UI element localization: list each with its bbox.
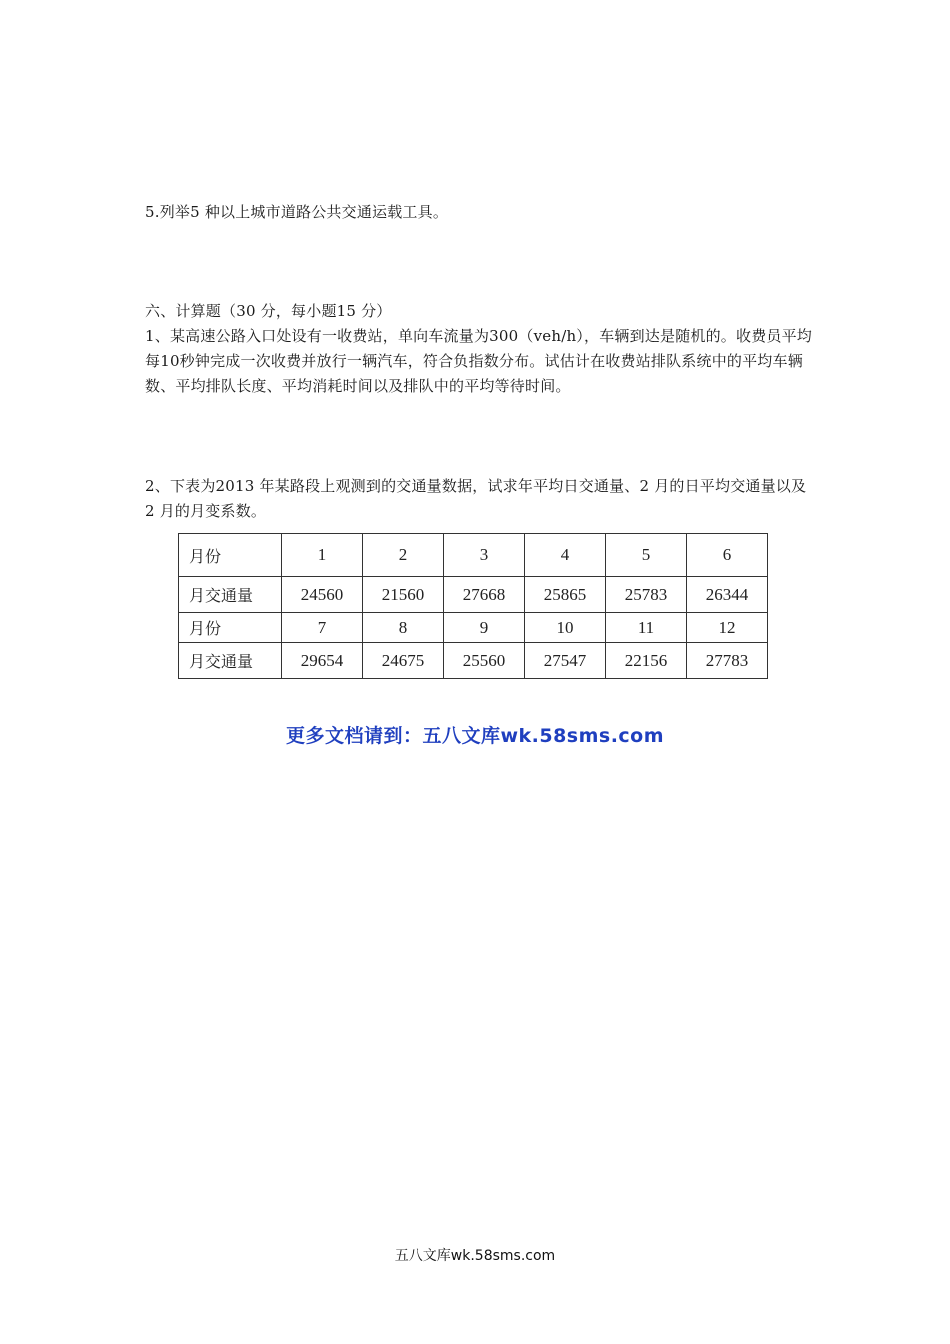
month-cell: 2	[363, 534, 444, 577]
volume-cell: 27668	[444, 577, 525, 613]
month-cell: 11	[606, 613, 687, 643]
month-cell: 3	[444, 534, 525, 577]
month-cell: 10	[525, 613, 606, 643]
month-header-cell: 月份	[179, 613, 282, 643]
table-row	[179, 613, 768, 643]
month-cell: 8	[363, 613, 444, 643]
month-cell: 1	[282, 534, 363, 577]
table-row	[179, 643, 768, 679]
month-cell: 4	[525, 534, 606, 577]
page-footer: 五八文库wk.58sms.com	[394, 1248, 556, 1264]
volume-cell: 25783	[606, 577, 687, 613]
volume-header-cell: 月交通量	[179, 577, 282, 613]
volume-cell: 22156	[606, 643, 687, 679]
month-cell: 6	[687, 534, 768, 577]
question-5: 5.列举5 种以上城市道路公共交通运载工具。	[145, 203, 449, 221]
month-cell: 9	[444, 613, 525, 643]
volume-cell: 26344	[687, 577, 768, 613]
calc-question-2: 2、下表为2013 年某路段上观测到的交通量数据，试求年平均日交通量、2 月的日平均交通量以及2 月的月变系数。	[145, 477, 807, 520]
month-cell: 5	[606, 534, 687, 577]
volume-cell: 27547	[525, 643, 606, 679]
volume-header-cell: 月交通量	[179, 643, 282, 679]
section-6-heading: 六、计算题（30 分，每小题15 分）	[145, 302, 392, 320]
volume-cell: 27783	[687, 643, 768, 679]
month-cell: 7	[282, 613, 363, 643]
volume-cell: 24560	[282, 577, 363, 613]
table-row	[179, 577, 768, 613]
volume-cell: 29654	[282, 643, 363, 679]
volume-cell: 24675	[363, 643, 444, 679]
traffic-volume-table	[178, 533, 768, 679]
table-row	[179, 534, 768, 577]
calc-question-1: 1、某高速公路入口处设有一收费站，单向车流量为300（veh/h），车辆到达是随机的。收费员平均每10秒钟完成一次收费并放行一辆汽车，符合负指数分布。试估计在收费站排队系统中的平均车辆数、平均排队长度、平均消耗时间以及排队中的平均等待时间。	[145, 327, 813, 395]
volume-cell: 25560	[444, 643, 525, 679]
promo-link[interactable]: 更多文档请到：五八文库wk.58sms.com	[285, 725, 665, 747]
volume-cell: 21560	[363, 577, 444, 613]
month-header-cell: 月份	[179, 534, 282, 577]
month-cell: 12	[687, 613, 768, 643]
volume-cell: 25865	[525, 577, 606, 613]
